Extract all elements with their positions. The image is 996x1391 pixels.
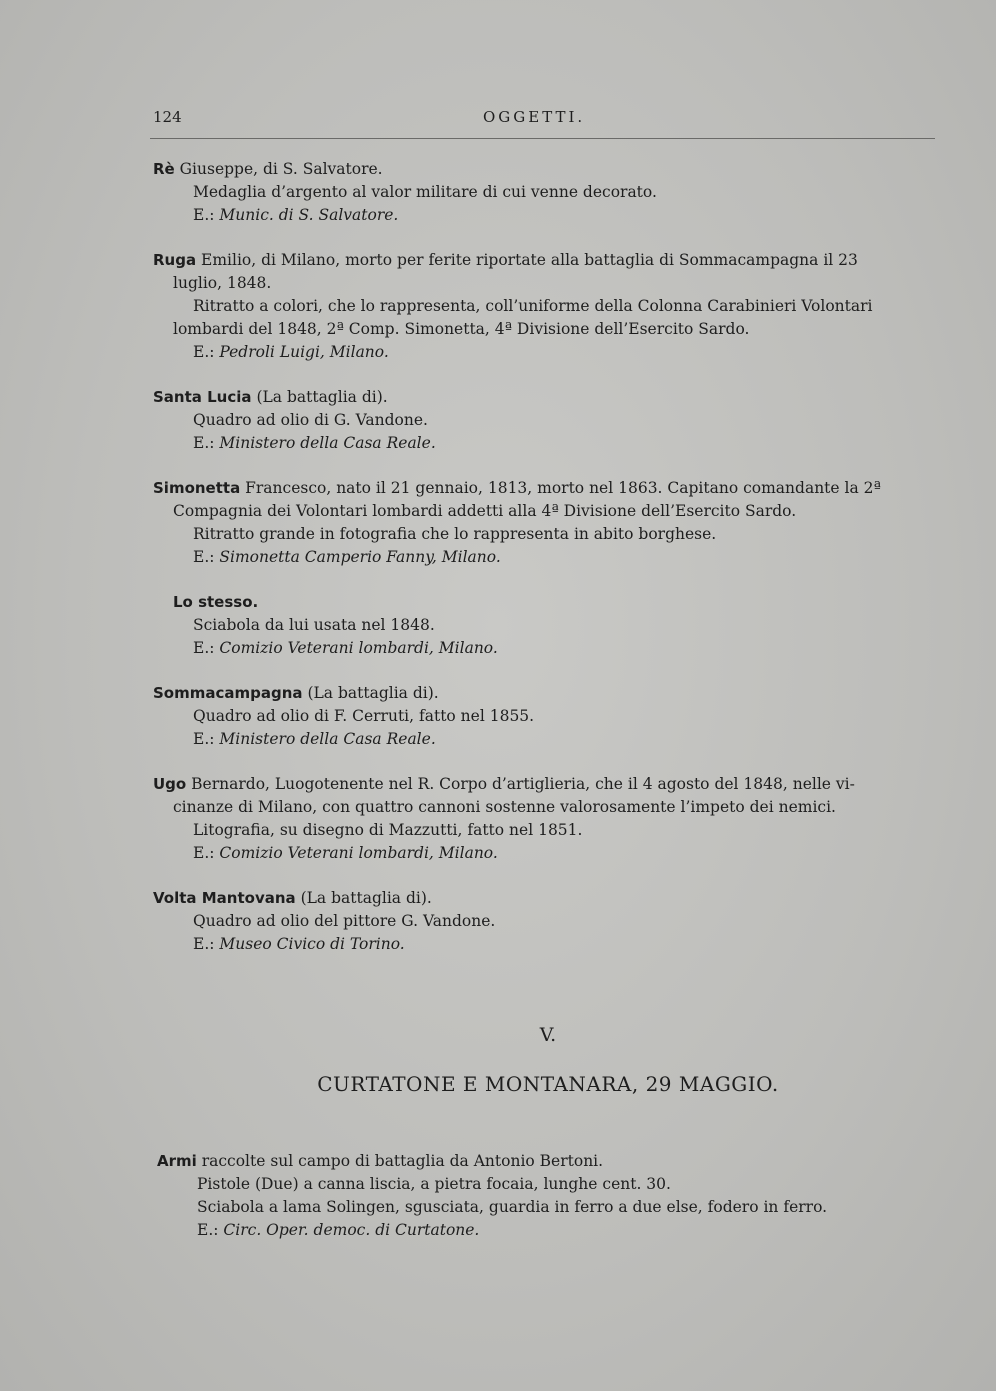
entry-santa-lucia: [153, 386, 943, 455]
entry-description-continued: lombardi del 1848, 2ª Comp. Simonetta, 4ª Divisione dell’Esercito Sardo.: [173, 320, 750, 338]
entry-name: Ruga: [153, 251, 197, 269]
entries-list: [153, 158, 943, 978]
header-rule: [150, 138, 935, 139]
entry-description: Quadro ad olio del pittore G. Vandone.: [193, 912, 496, 930]
entry-exhibitor: E.: Comizio Veterani lombardi, Milano.: [193, 639, 498, 657]
entry-name: Ugo: [153, 775, 187, 793]
entry-description: Sciabola a lama Solingen, sgusciata, guardia in ferro a due else, fodero in ferro.: [197, 1198, 828, 1216]
entry-description: Medaglia d’argento al valor militare di cui venne decorato.: [193, 183, 657, 201]
entry-subject-continued: luglio, 1848.: [173, 274, 272, 292]
section-entries: [157, 1150, 947, 1264]
entry-name: Rè: [153, 160, 175, 178]
entry-subject-continued: cinanze di Milano, con quattro cannoni sostenne valorosamente l’impeto dei nemici.: [173, 798, 836, 816]
page-number: 124: [153, 108, 182, 126]
entry-simonetta: [153, 477, 943, 569]
entry-description: Ritratto a colori, che lo rappresenta, coll’uniforme della Colonna Carabinieri Volontari: [193, 297, 873, 315]
entry-exhibitor: E.: Comizio Veterani lombardi, Milano.: [193, 844, 498, 862]
entry-name: Lo stesso.: [173, 593, 259, 611]
entry-subject: Giuseppe, di S. Salvatore.: [174, 160, 383, 178]
entry-exhibitor: E.: Museo Civico di Torino.: [193, 935, 405, 953]
entry-armi: [157, 1150, 947, 1242]
entry-description: Quadro ad olio di G. Vandone.: [193, 411, 428, 429]
entry-sommacampagna: [153, 682, 943, 751]
entry-exhibitor: E.: Pedroli Luigi, Milano.: [193, 343, 389, 361]
page-header: [150, 108, 940, 138]
entry-description: Litografia, su disegno di Mazzutti, fatto nel 1851.: [193, 821, 583, 839]
entry-lo-stesso: [173, 591, 943, 660]
entry-description: Ritratto grande in fotografia che lo rappresenta in abito borghese.: [193, 525, 717, 543]
entry-description: Quadro ad olio di F. Cerruti, fatto nel 1855.: [193, 707, 535, 725]
entry-exhibitor: E.: Circ. Oper. democ. di Curtatone.: [197, 1221, 480, 1239]
entry-description: Pistole (Due) a canna liscia, a pietra focaia, lunghe cent. 30.: [197, 1175, 671, 1193]
entry-volta-mantovana: [153, 887, 943, 956]
entry-name: Sommacampagna: [153, 684, 303, 702]
entry-name: Simonetta: [153, 479, 241, 497]
entry-ruga: [153, 249, 943, 364]
entry-name: Volta Mantovana: [153, 889, 296, 907]
entry-re: [153, 158, 943, 227]
entry-name: Armi: [157, 1152, 197, 1170]
running-title: OGGETTI.: [483, 108, 586, 126]
entry-subject: (La battaglia di).: [251, 388, 388, 406]
section-title: CURTATONE E MONTANARA, 29 MAGGIO.: [317, 1072, 779, 1096]
section-numeral: V.: [539, 1024, 557, 1046]
entry-subject: Emilio, di Milano, morto per ferite riportate alla battaglia di Sommacampagna il 23: [196, 251, 858, 269]
entry-subject: Francesco, nato il 21 gennaio, 1813, morto nel 1863. Capitano comandante la 2ª: [240, 479, 881, 497]
entry-ugo: [153, 773, 943, 865]
entry-subject: (La battaglia di).: [302, 684, 439, 702]
entry-exhibitor: E.: Simonetta Camperio Fanny, Milano.: [193, 548, 501, 566]
entry-name: Santa Lucia: [153, 388, 252, 406]
entry-subject: raccolte sul campo di battaglia da Antonio Bertoni.: [196, 1152, 604, 1170]
entry-subject: Bernardo, Luogotenente nel R. Corpo d’artiglieria, che il 4 agosto del 1848, nelle vi-: [186, 775, 855, 793]
entry-description: Sciabola da lui usata nel 1848.: [193, 616, 435, 634]
entry-subject: (La battaglia di).: [295, 889, 432, 907]
entry-subject-continued: Compagnia dei Volontari lombardi addetti alla 4ª Divisione dell’Esercito Sardo.: [173, 502, 797, 520]
entry-exhibitor: E.: Munic. di S. Salvatore.: [193, 206, 399, 224]
entry-exhibitor: E.: Ministero della Casa Reale.: [193, 434, 436, 452]
entry-exhibitor: E.: Ministero della Casa Reale.: [193, 730, 436, 748]
